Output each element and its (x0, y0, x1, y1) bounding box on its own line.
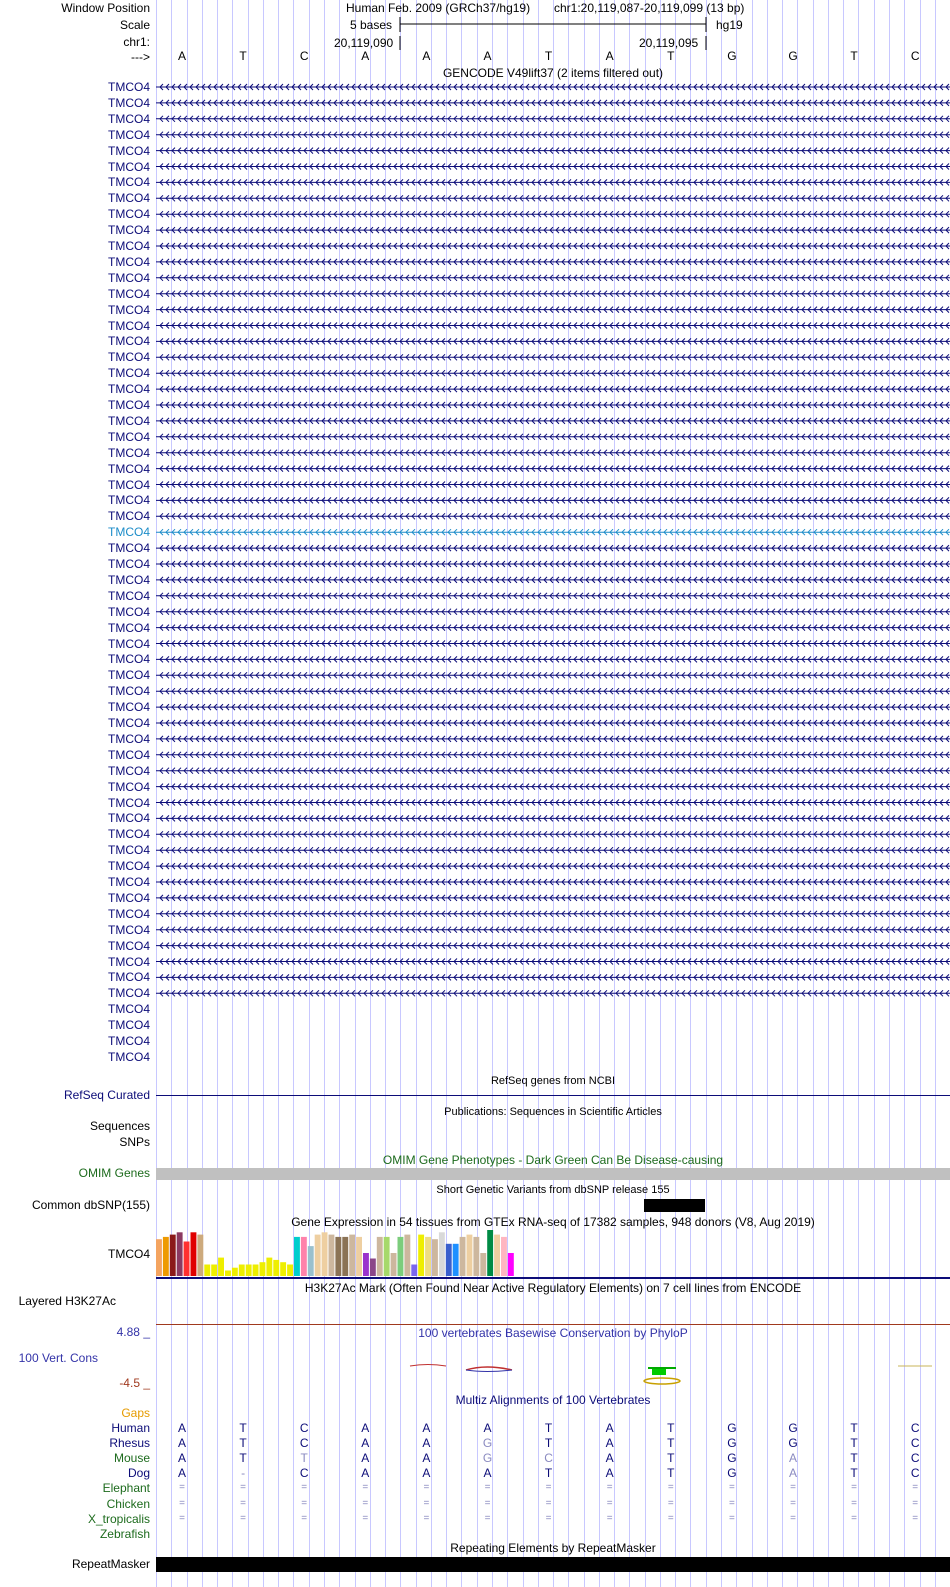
gencode-gene-label[interactable]: TMCO4 (108, 1018, 150, 1033)
alignment-base: = (301, 1512, 308, 1524)
alignment-base: = (484, 1512, 491, 1524)
coord-right: 20,119,095 (639, 36, 699, 50)
gencode-title: GENCODE V49lift37 (2 items filtered out) (442, 66, 664, 80)
gencode-gene-label[interactable]: TMCO4 (108, 636, 150, 651)
gencode-gene-label[interactable]: TMCO4 (108, 111, 150, 126)
sequence-base: G (727, 49, 737, 63)
phylop-max-label: 4.88 _ (116, 1325, 150, 1339)
alignment-base: T (544, 1466, 553, 1481)
gencode-gene-label[interactable]: TMCO4 (108, 906, 150, 921)
alignment-base: = (912, 1512, 919, 1524)
alignment-base: = (423, 1497, 430, 1509)
alignment-base: = (484, 1482, 491, 1494)
gencode-gene-label[interactable]: TMCO4 (108, 175, 150, 190)
gencode-gene-label[interactable]: TMCO4 (108, 795, 150, 810)
alignment-base: = (240, 1482, 247, 1494)
alignment-base: T (850, 1421, 858, 1435)
alignment-base: = (423, 1512, 430, 1524)
alignment-base: A (422, 1421, 431, 1435)
alignment-base: A (422, 1436, 431, 1451)
gencode-gene-label[interactable]: TMCO4 (108, 318, 150, 333)
alignment-base: G (727, 1421, 737, 1435)
alignment-base: A (177, 1466, 186, 1481)
gencode-gene-label[interactable]: TMCO4 (108, 429, 150, 444)
sequence-base: T (667, 49, 675, 63)
alignment-base: A (788, 1466, 797, 1481)
gencode-gene-label[interactable]: TMCO4 (108, 382, 150, 397)
phylop-min-label: -4.5 _ (119, 1376, 150, 1390)
alignment-base: = (851, 1482, 858, 1494)
gencode-gene-label[interactable]: TMCO4 (108, 843, 150, 858)
alignment-base: C (910, 1451, 920, 1466)
gencode-gene-label[interactable]: TMCO4 (108, 413, 150, 428)
species-label[interactable]: Zebrafish (99, 1526, 150, 1541)
alignment-base: = (545, 1512, 552, 1524)
alignment-base: = (851, 1512, 858, 1524)
alignment-base: G (727, 1436, 737, 1451)
gencode-gene-label[interactable]: TMCO4 (108, 954, 150, 969)
gencode-gene-label[interactable]: TMCO4 (108, 254, 150, 269)
alignment-base: = (728, 1512, 735, 1524)
gencode-gene-label[interactable]: TMCO4 (108, 80, 150, 94)
gencode-gene-label[interactable]: TMCO4 (108, 445, 150, 460)
phylop-plot[interactable] (156, 0, 950, 1400)
alignment-base: = (362, 1482, 369, 1494)
alignment-base: A (788, 1451, 797, 1466)
gencode-gene-label[interactable]: TMCO4 (108, 366, 150, 381)
alignment-base: = (667, 1497, 674, 1509)
alignment-base: T (667, 1466, 675, 1481)
gencode-gene-label[interactable]: TMCO4 (108, 525, 150, 540)
gencode-gene-label[interactable]: TMCO4 (108, 223, 150, 238)
alignment-base: = (240, 1497, 247, 1509)
gencode-gene-label[interactable]: TMCO4 (108, 207, 150, 222)
alignment-base: = (484, 1497, 491, 1509)
alignment-base: T (239, 1451, 247, 1466)
alignment-base: = (606, 1482, 613, 1494)
gencode-gene-label[interactable]: TMCO4 (108, 811, 150, 826)
alignment-base: T (544, 1421, 553, 1435)
omim-title: OMIM Gene Phenotypes - Dark Green Can Be Disease-causing (382, 1153, 724, 1167)
sequence-base: C (910, 49, 920, 63)
alignment-base: = (851, 1497, 858, 1509)
sequence-base: A (422, 49, 431, 63)
gencode-gene-label[interactable]: TMCO4 (108, 239, 150, 253)
gencode-gene-label[interactable]: TMCO4 (108, 159, 150, 174)
window-position-label: Window Position (61, 1, 150, 15)
sequence-base: T (850, 49, 858, 63)
gencode-gene-label[interactable]: TMCO4 (108, 875, 150, 889)
tracks-data-area[interactable] (156, 0, 950, 1587)
gencode-gene-label[interactable]: TMCO4 (108, 270, 150, 285)
gencode-gene-label[interactable]: TMCO4 (108, 461, 150, 476)
alignment-base: = (912, 1482, 919, 1494)
alignment-base: C (910, 1466, 920, 1481)
repeatmasker-title: Repeating Elements by RepeatMasker (450, 1541, 656, 1555)
gencode-gene-label[interactable]: TMCO4 (108, 763, 150, 778)
gencode-gene-label[interactable]: TMCO4 (108, 286, 150, 301)
alignment-base: C (299, 1436, 309, 1451)
alignment-base: = (240, 1512, 247, 1524)
alignment-base: C (910, 1421, 920, 1435)
gencode-gene-label[interactable]: TMCO4 (108, 859, 150, 874)
alignment-base: = (728, 1482, 735, 1494)
alignment-base: = (728, 1497, 735, 1509)
db-label: hg19 (716, 18, 743, 32)
alignment-base: = (667, 1512, 674, 1524)
alignment-base: G (727, 1451, 737, 1466)
alignment-base: = (790, 1482, 796, 1494)
gencode-gene-label[interactable]: TMCO4 (108, 684, 150, 699)
alignment-base: A (483, 1421, 492, 1435)
omim-track-label[interactable]: OMIM Genes (78, 1166, 150, 1180)
alignment-base: = (606, 1512, 613, 1524)
alignment-base: = (545, 1497, 552, 1509)
alignment-base: = (179, 1482, 185, 1494)
alignment-base: T (239, 1436, 247, 1451)
alignment-base: T (667, 1436, 675, 1451)
multiz-title: Multiz Alignments of 100 Vertebrates (455, 1393, 651, 1407)
track-labels-column (0, 0, 154, 1587)
gencode-gene-label[interactable]: TMCO4 (108, 334, 150, 349)
alignment-base: T (850, 1466, 858, 1481)
gencode-gene-label[interactable]: TMCO4 (108, 143, 150, 158)
alignment-base: = (790, 1497, 796, 1509)
gencode-gene-label[interactable]: TMCO4 (108, 572, 150, 587)
gencode-gene-label[interactable]: TMCO4 (108, 191, 150, 206)
alignment-base: A (422, 1451, 431, 1466)
alignment-base: A (483, 1466, 492, 1481)
alignment-base: G (788, 1421, 798, 1435)
gencode-gene-label[interactable]: TMCO4 (108, 938, 150, 953)
gencode-gene-label[interactable]: TMCO4 (108, 827, 150, 842)
alignment-base: = (301, 1497, 308, 1509)
gencode-gene-label[interactable]: TMCO4 (108, 588, 150, 603)
scale-text: 5 bases (350, 18, 393, 32)
alignment-base: = (179, 1497, 185, 1509)
gencode-gene-label[interactable]: TMCO4 (108, 350, 150, 365)
repeatmasker-track-label[interactable]: RepeatMasker (71, 1557, 150, 1571)
alignment-base: - (241, 1466, 246, 1481)
species-label[interactable]: Chicken (106, 1496, 150, 1511)
publications-title: Publications: Sequences in Scientific Articles (444, 1106, 662, 1118)
sequence-base: T (544, 49, 553, 63)
alignment-base: = (362, 1497, 369, 1509)
assembly-title: Human Feb. 2009 (GRCh37/hg19) (346, 1, 531, 15)
alignment-base: = (301, 1482, 308, 1494)
gencode-gene-label[interactable]: TMCO4 (108, 986, 150, 1001)
alignment-base: = (667, 1482, 674, 1494)
sequence-base: A (177, 49, 186, 63)
gencode-gene-label[interactable]: TMCO4 (108, 1002, 150, 1017)
gencode-gene-label[interactable]: TMCO4 (108, 127, 150, 142)
alignment-base: A (177, 1421, 186, 1435)
gencode-gene-label[interactable]: TMCO4 (108, 477, 150, 492)
alignment-base: A (361, 1451, 370, 1466)
gencode-gene-label[interactable]: TMCO4 (108, 557, 150, 571)
alignment-base: G (788, 1436, 798, 1451)
sequence-base: C (299, 49, 309, 63)
alignment-base: A (177, 1436, 186, 1451)
gencode-gene-label[interactable]: TMCO4 (108, 731, 150, 746)
gencode-gene-label[interactable]: TMCO4 (108, 541, 150, 556)
alignment-base: A (605, 1451, 614, 1466)
alignment-base: A (177, 1451, 186, 1466)
alignment-base: A (361, 1436, 370, 1451)
alignment-base: = (362, 1512, 369, 1524)
sequence-base: A (605, 49, 614, 63)
species-label[interactable]: X_tropicalis (87, 1511, 150, 1526)
gencode-gene-label[interactable]: TMCO4 (108, 652, 150, 667)
gencode-gene-label[interactable]: TMCO4 (108, 747, 150, 762)
alignment-base: G (482, 1436, 493, 1451)
phylop-track-label[interactable]: 100 Vert. Cons (18, 1351, 98, 1365)
alignment-base: T (544, 1436, 553, 1451)
coord-left: 20,119,090 (334, 36, 394, 50)
gencode-gene-label[interactable]: TMCO4 (108, 1034, 150, 1048)
alignment-base: T (239, 1421, 247, 1435)
h3k27ac-title: H3K27Ac Mark (Often Found Near Active Regulatory Elements) on 7 cell lines from ENCODE (304, 1281, 802, 1295)
sequence-base: A (361, 49, 370, 63)
alignment-base: C (910, 1436, 920, 1451)
alignment-base: T (667, 1451, 675, 1466)
alignment-base: = (545, 1482, 552, 1494)
gencode-gene-label[interactable]: TMCO4 (108, 890, 150, 905)
sequence-base: G (788, 49, 798, 63)
sequence-base: A (483, 49, 492, 63)
species-label[interactable]: Mouse (113, 1451, 150, 1466)
alignment-base: G (482, 1451, 493, 1466)
alignment-base: = (912, 1497, 919, 1509)
gencode-gene-label[interactable]: TMCO4 (108, 302, 150, 317)
alignment-base: A (361, 1466, 370, 1481)
alignment-base: A (605, 1436, 614, 1451)
gtex-title: Gene Expression in 54 tissues from GTEx RNA-seq of 17382 samples, 948 donors (V8, Aug 2019) (291, 1215, 815, 1229)
scale-label: Scale (119, 18, 150, 32)
alignment-base: T (667, 1421, 675, 1435)
gencode-gene-label[interactable]: TMCO4 (108, 398, 150, 412)
refseq-title: RefSeq genes from NCBI (490, 1075, 616, 1087)
gencode-gene-label[interactable]: TMCO4 (108, 604, 150, 619)
strand-label: ---> (131, 50, 150, 64)
alignment-base: C (544, 1451, 553, 1466)
snps-track-label[interactable]: SNPs (119, 1135, 150, 1149)
alignment-base: A (422, 1466, 431, 1481)
gtex-track-label[interactable]: TMCO4 (108, 1247, 150, 1261)
phylop-title: 100 vertebrates Basewise Conservation by PhyloP (418, 1326, 688, 1340)
alignment-base: G (727, 1466, 737, 1481)
gencode-gene-label[interactable]: TMCO4 (108, 922, 150, 937)
gaps-label: Gaps (121, 1406, 150, 1420)
alignment-base: T (850, 1451, 858, 1466)
alignment-base: = (179, 1512, 185, 1524)
alignment-base: A (605, 1466, 614, 1481)
dbsnp-title: Short Genetic Variants from dbSNP release 155 (436, 1184, 670, 1196)
alignment-base: C (299, 1421, 309, 1435)
gencode-gene-label[interactable]: TMCO4 (108, 700, 150, 715)
refseq-track-label[interactable]: RefSeq Curated (63, 1088, 150, 1102)
position-text: chr1:20,119,087-20,119,099 (13 bp) (554, 1, 745, 15)
gencode-gene-label[interactable]: TMCO4 (108, 716, 150, 730)
species-label[interactable]: Rhesus (109, 1436, 150, 1451)
repeatmasker-feature-bar[interactable] (156, 1557, 950, 1572)
species-label[interactable]: Human (111, 1421, 150, 1435)
alignment-base: C (299, 1466, 309, 1481)
alignment-base: = (606, 1497, 613, 1509)
alignment-base: T (850, 1436, 858, 1451)
gencode-gene-label[interactable]: TMCO4 (108, 668, 150, 683)
alignment-base: T (300, 1451, 308, 1466)
alignment-base: = (790, 1512, 796, 1524)
alignment-base: A (605, 1421, 614, 1435)
gencode-gene-label[interactable]: TMCO4 (108, 493, 150, 508)
alignment-base: A (361, 1421, 370, 1435)
species-label[interactable]: Dog (127, 1466, 150, 1481)
h3k27ac-track-label[interactable]: Layered H3K27Ac (18, 1294, 116, 1308)
gencode-gene-label[interactable]: TMCO4 (108, 1049, 150, 1064)
chrom-label: chr1: (123, 35, 150, 49)
gencode-gene-label[interactable]: TMCO4 (108, 95, 150, 110)
sequence-base: T (239, 49, 247, 63)
sequences-track-label[interactable]: Sequences (89, 1119, 150, 1133)
gencode-gene-label[interactable]: TMCO4 (108, 970, 150, 985)
alignment-base: = (423, 1482, 430, 1494)
gencode-gene-label[interactable]: TMCO4 (108, 509, 150, 524)
gencode-gene-label[interactable]: TMCO4 (108, 779, 150, 794)
gencode-gene-label[interactable]: TMCO4 (108, 620, 150, 635)
species-label[interactable]: Elephant (102, 1481, 150, 1496)
dbsnp-track-label[interactable]: Common dbSNP(155) (31, 1198, 150, 1212)
